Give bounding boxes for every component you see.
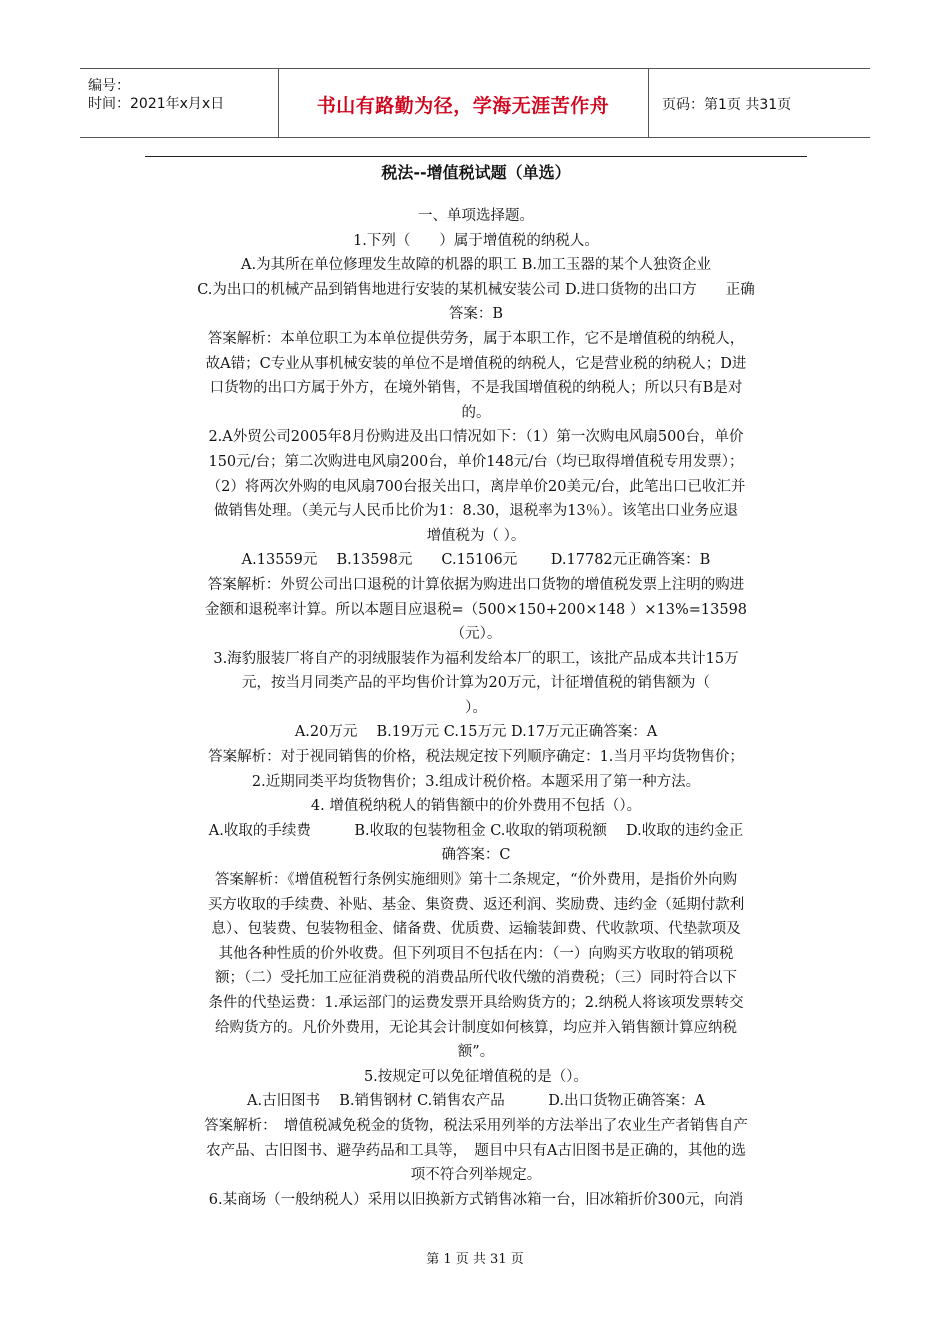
text-line: ）。 [465,699,487,716]
header-page-cell [648,69,870,137]
text-line: 6.某商场（一般纳税人）采用以旧换新方式销售冰箱一台，旧冰箱折价300元，向消 [208,1191,744,1208]
text-line: 1.下列（ ）属于增值税的纳税人。 [353,232,599,249]
text-line: 确答案：C [441,847,511,864]
text-line: 一、单项选择题。 [418,208,534,224]
text-line: A.13559元 B.13598元 C.15106元 D.17782元正确答案：B [241,552,711,569]
text-line: 额；（二）受托加工应征消费税的消费品所代收代缴的消费税；（三）同时符合以下 [215,970,737,987]
text-line: C.为出口的机械产品到销售地进行安装的某机械安装公司 D.进口货物的出口方 正确 [197,281,755,298]
text-line: 的。 [461,404,491,421]
text-line: 农产品、古旧图书、避孕药品和工具等， 题目中只有A古旧图书是正确的，其他的选 [206,1142,746,1159]
text-line: 2.A外贸公司2005年8月份购进及出口情况如下：（1）第一次购电风扇500台，单价 [208,429,744,446]
text-line: 答案解析： 增值税减免税金的货物，税法采用列举的方法举出了农业生产者销售自产 [204,1117,748,1134]
text-line: 口货物的出口方属于外方，在境外销售，不是我国增值税的纳税人；所以只有B是对 [209,380,743,397]
text-line: 做销售处理。（美元与人民币比价为1：8.30，退税率为13％）。该笔出口业务应退 [214,503,738,520]
text-line: 150元/台；第二次购进电风扇200台，单价148元/台（均已取得增值税专用发票）； [208,453,744,470]
text-line: 买方收取的手续费、补贴、基金、集资费、返还利润、奖励费、违约金（延期付款利 [207,896,745,913]
text-line: 项不符合列举规定。 [410,1167,542,1184]
document-title: 税法--增值税试题（单选） [381,163,571,182]
text-line: 答案解析：外贸公司出口退税的计算依据为购进出口货物的增值税发票上注明的购进 [207,576,745,593]
text-line: 条件的代垫运费：1.承运部门的运费发票开具给购货方的；2.纳税人将该项发票转交 [208,995,744,1011]
text-line: A.古旧图书 B.销售钢材 C.销售农产品 D.出口货物正确答案：A [247,1093,705,1110]
page-header [80,68,870,138]
text-line: 元，按当月同类产品的平均售价计算为20万元，计征增值税的销售额为（ [242,675,710,692]
text-line: （2）将两次外购的电风扇700台报关出口，离岸单价20美元/台，此笔出口已收汇并 [206,478,746,495]
text-line: A.收取的手续费 B.收取的包装物租金 C.收取的销项税额 D.收取的违约金正 [208,822,744,839]
text-line: （元）。 [450,626,502,643]
text-line: 3.海豹服装厂将自产的羽绒服装作为福利发给本厂的职工，该批产品成本共计15万 [213,650,739,667]
text-line: 5.按规定可以免征增值税的是（）。 [363,1068,589,1085]
text-line: 答案：B [448,306,504,323]
text-line: 额”。 [457,1044,495,1061]
motto: 书山有路勤为径，学海无涯苦作舟 [316,95,610,117]
page-footer: 第 1 页 共 31 页 [426,1252,524,1267]
text-line: 4. 增值税纳税人的销售额中的价外费用不包括（）。 [310,798,642,815]
text-line: 息）、包装费、包装物租金、储备费、优质费、运输装卸费、代收款项、代垫款项及 [211,921,741,938]
page-number-info: 页码：第1页 共31页 [662,97,792,113]
text-line: A.20万元 B.19万元 C.15万元 D.17万元正确答案：A [294,724,658,741]
text-line: 答案解析：《增值税暂行条例实施细则》第十二条规定，“价外费用，是指价外向购 [214,872,738,889]
document-date: 时间：2021年x月x日 [88,96,225,112]
header-motto-cell [278,69,649,137]
text-line: 其他各种性质的价外收费。但下列项目不包括在内：（一）向购买方收取的销项税 [218,945,734,962]
text-line: 2.近期同类平均货物售价；3.组成计税价格。本题采用了第一种方法。 [251,773,701,790]
document-number: 编号： [88,78,130,94]
text-line: A.为其所在单位修理发生故障的机器的职工 B.加工玉器的某个人独资企业 [241,257,711,274]
text-line: 答案解析：本单位职工为本单位提供劳务，属于本职工作，它不是增值税的纳税人， [207,330,745,347]
header-meta-cell [80,69,279,137]
text-line: 答案解析：对于视同销售的价格，税法规定按下列顺序确定：1.当月平均货物售价； [208,749,744,766]
text-line: 金额和退税率计算。所以本题目应退税=（500×150+200×148 ）×13%=13598 [204,601,748,618]
title-rule [145,156,807,157]
text-line: 增值税为（ ）。 [426,527,526,544]
document-body [145,204,807,1212]
text-line: 给购货方的。凡价外费用，无论其会计制度如何核算，均应并入销售额计算应纳税 [215,1019,737,1036]
text-line: 故A错；C专业从事机械安装的单位不是增值税的纳税人，它是营业税的纳税人；D进 [205,355,747,372]
